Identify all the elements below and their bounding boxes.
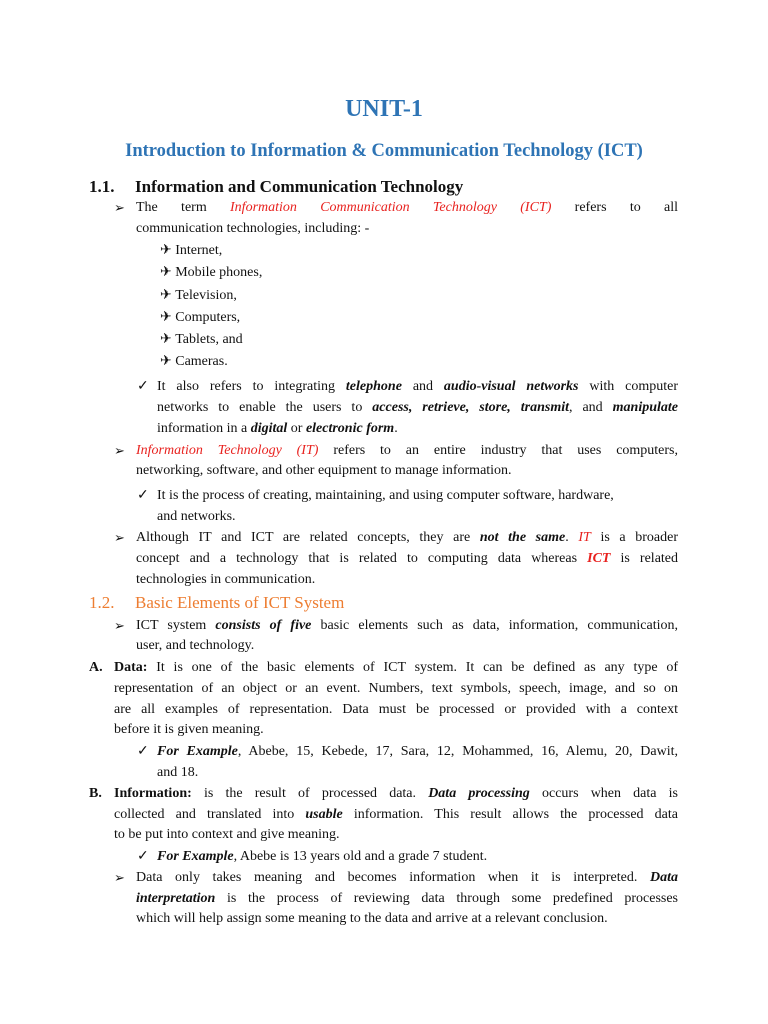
section-number: 1.2. bbox=[89, 593, 115, 612]
paragraph-line: which will help assign some meaning to the data and arrive at a relevant conclusion. bbox=[136, 911, 608, 926]
plane-bullet-icon: ✈ bbox=[160, 287, 172, 303]
paragraph-line: and 18. bbox=[157, 765, 199, 780]
data-example bbox=[157, 742, 678, 763]
list-item bbox=[160, 286, 262, 308]
paragraph-information bbox=[114, 784, 678, 805]
plane-bullet-icon: ✈ bbox=[160, 265, 172, 281]
item-letter: B. bbox=[89, 786, 102, 801]
paragraph-line: to be put into context and give meaning. bbox=[114, 827, 340, 842]
text: occurs when data is bbox=[541, 786, 679, 801]
emphasis: electronic form bbox=[305, 421, 395, 436]
it-term: Information Technology (IT) bbox=[136, 443, 319, 458]
paragraph-line: technologies in communication. bbox=[136, 572, 316, 587]
emphasis: interpretation bbox=[136, 891, 216, 906]
section-title: Information and Communication Technology bbox=[135, 177, 464, 196]
paragraph-it-definition bbox=[136, 441, 678, 462]
text: and bbox=[412, 379, 434, 394]
paragraph-data bbox=[114, 658, 678, 679]
main-heading: Introduction to Information & Communication Technology (ICT) bbox=[125, 141, 643, 161]
text: concept and a technology that is related to computing data whereas bbox=[136, 551, 578, 566]
paragraph-line: and networks. bbox=[157, 509, 236, 524]
text: is the process of reviewing data through some predefined processes bbox=[227, 891, 679, 906]
ict-term: Information Communication Technology (ICT) bbox=[230, 200, 552, 215]
text: , and bbox=[569, 400, 603, 415]
check-bullet-icon: ✓ bbox=[137, 849, 149, 864]
text: is the result of processed data. bbox=[203, 786, 417, 801]
paragraph-line: communication technologies, including: - bbox=[136, 221, 370, 236]
plane-bullet-icon: ✈ bbox=[160, 309, 172, 325]
emphasis: digital bbox=[250, 421, 288, 436]
text: The term bbox=[136, 200, 207, 215]
text: refers to all bbox=[574, 200, 679, 215]
check-bullet-icon: ✓ bbox=[137, 744, 149, 759]
text: information in a bbox=[157, 421, 248, 436]
text: is related bbox=[620, 551, 679, 566]
list-item bbox=[160, 330, 262, 352]
ict-term: ICT bbox=[587, 551, 611, 566]
item-letter: A. bbox=[89, 660, 103, 675]
emphasis: not the same bbox=[479, 530, 566, 545]
information-example bbox=[157, 847, 487, 868]
text: Data only takes meaning and becomes information when it is interpreted. bbox=[136, 870, 638, 885]
section-title: Basic Elements of ICT System bbox=[135, 593, 345, 612]
emphasis: audio-visual networks bbox=[443, 379, 579, 394]
paragraph-integration bbox=[157, 377, 678, 398]
list-item-text: Mobile phones, bbox=[175, 265, 263, 281]
text: . bbox=[394, 421, 398, 436]
technology-list bbox=[160, 241, 262, 375]
paragraph-interpretation bbox=[136, 868, 678, 889]
text: It is one of the basic elements of ICT system. It can be defined as any type of bbox=[156, 660, 678, 675]
plane-bullet-icon: ✈ bbox=[160, 243, 172, 258]
emphasis: Data bbox=[650, 870, 679, 885]
paragraph-line: are all examples of representation. Data must be processed or provided with a context bbox=[114, 702, 678, 717]
text: Although IT and ICT are related concepts, they are bbox=[136, 530, 471, 545]
text: , Abebe, 15, Kebede, 17, Sara, 12, Mohammed, 16, Alemu, 20, Dawit, bbox=[237, 744, 678, 759]
paragraph-line: It is the process of creating, maintaining, and using computer software, hardware, bbox=[157, 488, 614, 503]
text: is a broader bbox=[600, 530, 679, 545]
paragraph-ict-definition bbox=[136, 198, 678, 219]
list-item-text: Computers, bbox=[175, 309, 241, 325]
check-bullet-icon: ✓ bbox=[137, 488, 149, 503]
paragraph-five-elements bbox=[136, 616, 678, 637]
term-label: Information: bbox=[114, 786, 192, 801]
paragraph-line bbox=[157, 398, 678, 419]
text: . bbox=[565, 530, 569, 545]
arrow-bullet-icon: ➢ bbox=[114, 618, 125, 633]
text: It also refers to integrating bbox=[157, 379, 336, 394]
term-label: Data: bbox=[114, 660, 148, 675]
emphasis: Data processing bbox=[428, 786, 530, 801]
list-item bbox=[160, 241, 262, 263]
it-term: IT bbox=[578, 530, 591, 545]
paragraph-line: representation of an object or an event. Numbers, text symbols, speech, image, and so on bbox=[114, 681, 678, 696]
arrow-bullet-icon: ➢ bbox=[114, 530, 125, 545]
paragraph-line bbox=[114, 805, 678, 826]
text: refers to an entire industry that uses computers, bbox=[333, 443, 679, 458]
paragraph-line bbox=[157, 419, 398, 440]
paragraph-line: user, and technology. bbox=[136, 638, 255, 653]
text: collected and translated into bbox=[114, 807, 295, 822]
unit-title: UNIT-1 bbox=[345, 96, 423, 122]
text: basic elements such as data, information, communication, bbox=[320, 618, 678, 633]
paragraph-it-vs-ict bbox=[136, 528, 678, 549]
text: or bbox=[290, 421, 303, 436]
text: information. This result allows the processed data bbox=[353, 807, 678, 822]
list-item-text: Cameras. bbox=[175, 354, 228, 370]
emphasis: access, retrieve, store, transmit bbox=[372, 400, 569, 415]
emphasis: telephone bbox=[345, 379, 402, 394]
example-label: For Example bbox=[157, 744, 238, 759]
emphasis: manipulate bbox=[612, 400, 679, 415]
list-item-text: Tablets, and bbox=[175, 332, 243, 348]
list-item bbox=[160, 308, 262, 330]
list-item bbox=[160, 263, 262, 285]
paragraph-line bbox=[136, 549, 678, 570]
plane-bullet-icon: ✈ bbox=[160, 332, 172, 348]
text: with computer bbox=[589, 379, 679, 394]
example-label: For Example bbox=[157, 849, 234, 864]
emphasis: usable bbox=[305, 807, 343, 822]
emphasis: consists of five bbox=[215, 618, 312, 633]
text: , Abebe is 13 years old and a grade 7 student. bbox=[233, 849, 488, 864]
list-item-text: Internet, bbox=[175, 243, 223, 258]
paragraph-line: networking, software, and other equipment to manage information. bbox=[136, 463, 512, 478]
paragraph-line: before it is given meaning. bbox=[114, 722, 264, 737]
arrow-bullet-icon: ➢ bbox=[114, 870, 125, 885]
plane-bullet-icon: ✈ bbox=[160, 354, 172, 370]
arrow-bullet-icon: ➢ bbox=[114, 443, 125, 458]
check-bullet-icon: ✓ bbox=[137, 379, 149, 394]
list-item-text: Television, bbox=[175, 287, 237, 303]
paragraph-line bbox=[136, 889, 678, 910]
arrow-bullet-icon: ➢ bbox=[114, 200, 125, 215]
section-number: 1.1. bbox=[89, 177, 115, 196]
text: networks to enable the users to bbox=[157, 400, 363, 415]
text: ICT system bbox=[136, 618, 207, 633]
list-item bbox=[160, 352, 262, 374]
